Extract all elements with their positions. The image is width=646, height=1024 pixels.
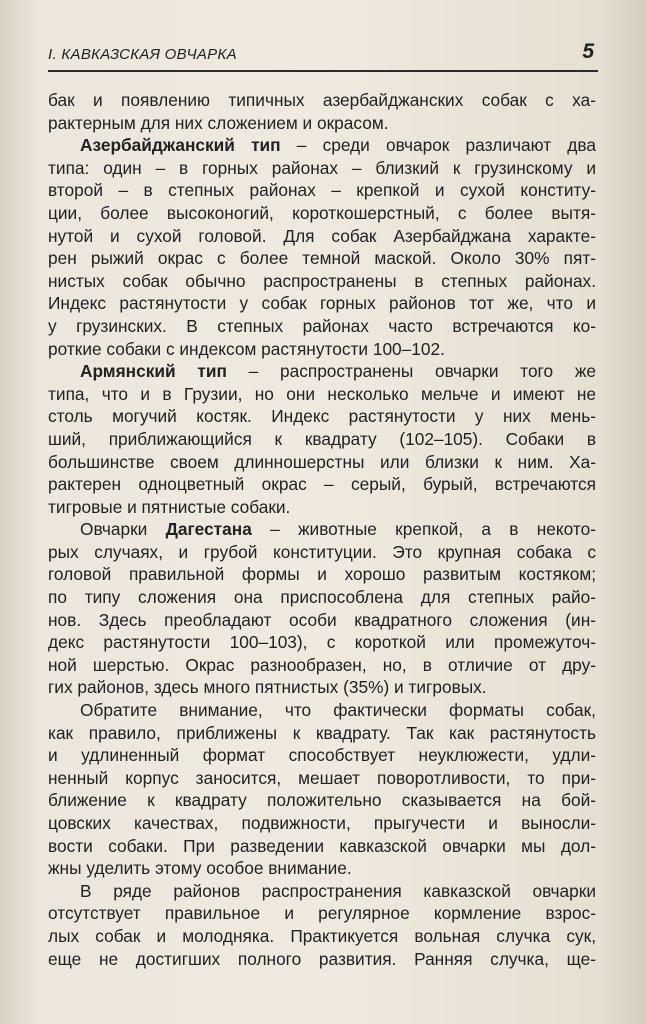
text-line: ненный корпус заносится, мешает поворотливости, то при- — [48, 767, 596, 788]
text-line: как правило, приближены к квадрату. Так как растянутость — [48, 722, 596, 743]
text-line: цовских качествах, подвижности, прыгучести и выносли- — [48, 813, 596, 833]
page-body — [48, 89, 596, 970]
paragraph-dagestan — [48, 518, 596, 541]
paragraph-feeding: В ряде районов распространения кавказской овчарки — [80, 880, 596, 901]
text-line: столь могучий костяк. Индекс растянутости у них мень- — [48, 406, 596, 427]
text-line: ближение к квадрату положительно сказывается на бой- — [48, 790, 596, 811]
text-line: роткие собаки с индексом растянутости 100–102. — [48, 338, 445, 359]
text-line: и удлиненный формат способствует неуклюжести, удли- — [48, 745, 596, 766]
text-line: второй – в степных районах – крепкой и сухой конститу- — [48, 180, 596, 201]
text-line: типа, что и в Грузии, но они несколько мельче и имеют не — [48, 383, 596, 404]
text-line: рактерен одноцветный окрас – серый, бурый, встречаются — [48, 474, 596, 495]
text-line: рых случаях, и грубой конституции. Это крупная собака с — [48, 541, 596, 562]
text-line: по типу сложения она приспособлена для степных райо- — [48, 587, 596, 608]
text-line: у грузинских. В степных районах часто встречаются ко- — [48, 315, 596, 336]
text-line: бак и появлению типичных азербайджанских собак с ха- — [48, 90, 596, 110]
term-dagestan: Дагестана — [165, 519, 252, 540]
text-fragment: – распространены овчарки того же — [226, 361, 597, 382]
chapter-title: I. КАВКАЗСКАЯ ОВЧАРКА — [48, 46, 237, 63]
text-line: гих районов, здесь много пятнистых (35%) и тигровых. — [48, 677, 487, 698]
text-line: рактерным для них сложением и окрасом. — [48, 112, 389, 133]
text-line: головой правильной формы и хорошо развитым костяком; — [48, 564, 596, 585]
text-fragment: – животные крепкой, а в некото- — [251, 519, 596, 540]
text-line: типа: один – в горных районах – близкий к грузинскому и — [48, 157, 596, 178]
text-line: рен рыжий окрас с более темной маской. Около 30% пят- — [48, 248, 596, 269]
text-line: нистых собак обычно распространены в степных районах. — [48, 270, 596, 291]
paragraph-armenia — [48, 360, 596, 383]
text-line: большинстве своем длинношерстны или близки к ним. Ха- — [48, 451, 596, 472]
page-number: 5 — [582, 40, 594, 63]
paragraph-azerbaijan — [48, 134, 596, 157]
term-azerbaijan-type: Азербайджанский тип — [80, 135, 281, 156]
text-line: Индекс растянутости у собак горных районов тот же, что и — [48, 293, 596, 314]
text-fragment: – среди овчарок различают два — [280, 135, 596, 156]
text-line: лых собак и молодняка. Практикуется вольная случка сук, — [48, 925, 596, 946]
text-line: жны уделить этому особое внимание. — [48, 858, 352, 879]
text-fragment: Овчарки — [80, 519, 166, 540]
text-line: вости собаки. При разведении кавказской овчарки мы дол- — [48, 835, 596, 856]
text-line: тигровые и пятнистые собаки. — [48, 496, 291, 517]
term-armenian-type: Армянский тип — [80, 361, 227, 382]
text-line: нов. Здесь преобладают особи квадратного сложения (ин- — [48, 609, 596, 630]
text-line: ший, приближающийся к квадрату (102–105). Собаки в — [48, 428, 596, 449]
paragraph-format: Обратите внимание, что фактически форматы собак, — [80, 700, 596, 721]
running-header — [48, 40, 598, 72]
text-line: декс растянутости 100–103), с короткой или промежуточ- — [48, 632, 596, 653]
text-line: отсутствует правильное и регулярное кормление взрос- — [48, 903, 596, 924]
text-line: ной шерстью. Окрас разнообразен, но, в отличие от дру- — [48, 654, 596, 675]
text-line: еще не достигших полного развития. Ранняя случка, ще- — [48, 948, 596, 969]
text-line: нутой и сухой головой. Для собак Азербайджана характе- — [48, 225, 596, 246]
text-line: ции, более высоконогий, короткошерстный, с более вытя- — [48, 202, 596, 223]
